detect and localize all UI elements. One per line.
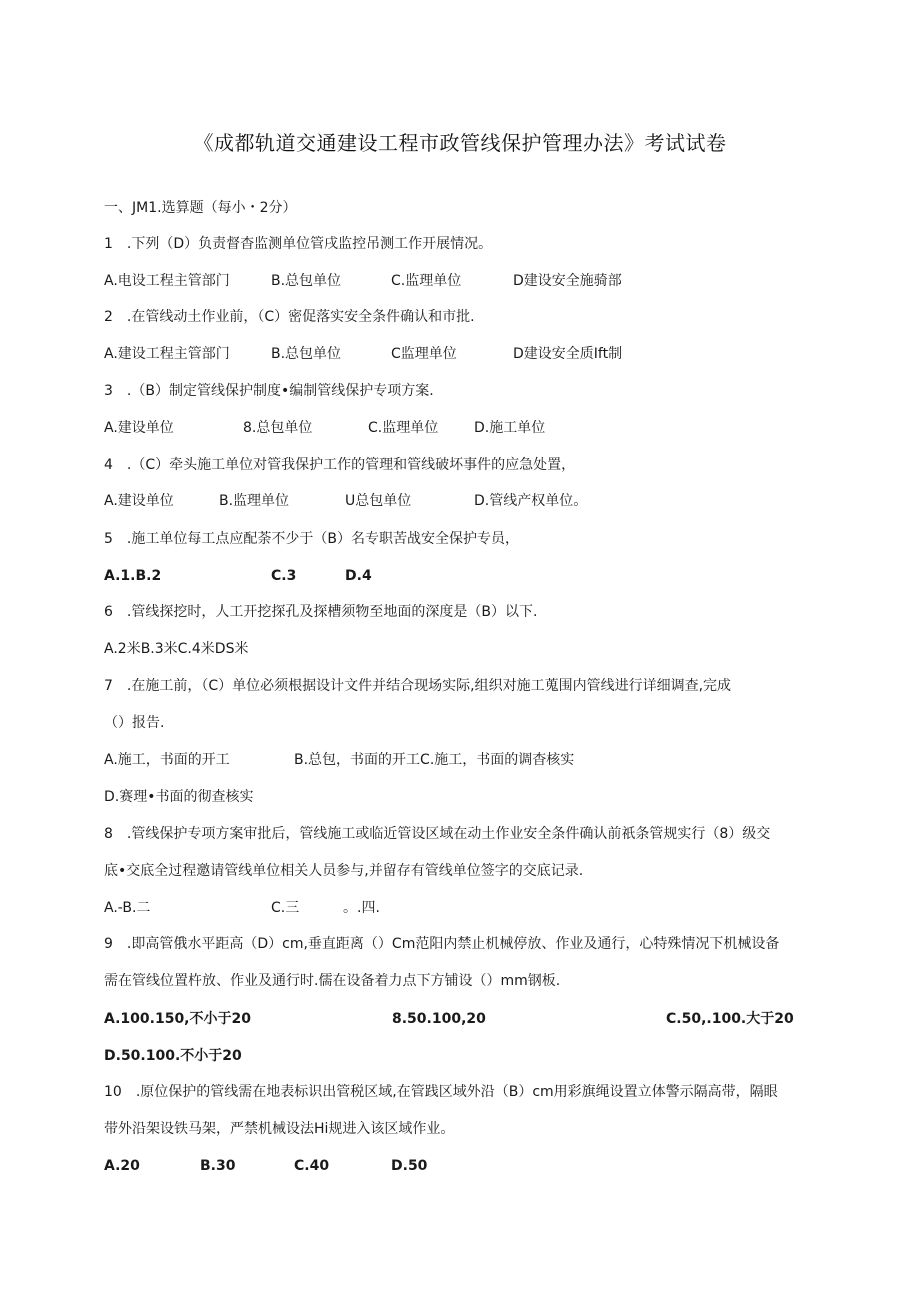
question-2: 2 .在管线动土作业前，（C）密促落实安全条件确认和市批. <box>104 309 475 325</box>
q1-option-d: D建设安全施骑部 <box>513 273 622 289</box>
question-9-line-1: 9 .即高管俄水平距高（D）cm,垂直距离（）Cm范阳内禁止机械停放、作业及通行，心特殊情况下机械设备 <box>104 936 780 952</box>
question-10-line-2: 带外沿架设铁马架，严禁机械设法Hi规进入该区域作业。 <box>104 1121 455 1137</box>
q2-option-d: D建设安全质Ift制 <box>513 346 623 362</box>
q4-option-a: A.建设单位 <box>104 493 174 509</box>
section-heading: 一、JM1.选算题（每小・2分） <box>104 200 297 216</box>
q3-option-d: D.施工单位 <box>474 420 546 436</box>
question-8-line-2: 底•交底全过程邀请管线单位相关人员参与,并留存有管线单位签字的交底记录. <box>104 863 584 879</box>
question-1: 1 .下列（D）负责督杳监测单位管戌监控吊测工作开展情况。 <box>104 236 493 252</box>
q5-option-ab: A.1.B.2 <box>104 568 162 584</box>
q5-option-c: C.3 <box>271 568 297 584</box>
q2-option-a: A.建设工程主管部门 <box>104 346 230 362</box>
page-title: 《成都轨道交通建设工程市政管线保护管理办法》考试试卷 <box>193 131 727 155</box>
q2-option-b: B.总包单位 <box>271 346 342 362</box>
q8-option-ab: A.-B.二 <box>104 900 151 916</box>
q9-option-c: C.50,.100.大于20 <box>666 1011 794 1027</box>
question-7-line-2: （）报告. <box>104 715 165 731</box>
q4-option-c: U总包单位 <box>345 493 412 509</box>
question-7-line-1: 7 .在施工前，（C）单位必须根据设计文件并结合现场实际,组织对施工蒐围内管线进行详细调查,完成 <box>104 678 732 694</box>
q10-option-a: A.20 <box>104 1158 140 1174</box>
q8-option-d: 。.四. <box>343 900 380 916</box>
q3-option-b: 8.总包单位 <box>243 420 313 436</box>
q3-option-a: A.建设单位 <box>104 420 174 436</box>
question-8-line-1: 8 .管线保护专项方案审批后，管线施工或临近管设区域在动土作业安全条件确认前祇条管规实行（8）级交 <box>104 826 771 842</box>
q4-option-d: D.管线产权单位。 <box>474 493 588 509</box>
question-6: 6 .管线探挖时，人工开挖探孔及探槽须物至地面的深度是（B）以下. <box>104 604 538 620</box>
q9-option-d: D.50.100.不小于20 <box>104 1048 242 1064</box>
q4-option-b: B.监理单位 <box>219 493 290 509</box>
q9-option-b: 8.50.100,20 <box>392 1011 486 1027</box>
q1-option-a: A.电设工程主管部门 <box>104 273 230 289</box>
q10-option-b: B.30 <box>200 1158 236 1174</box>
q7-option-a: A.施工，书面的开工 <box>104 752 230 768</box>
question-5: 5 .施工单位每工点应配荼不少于（B）名专职苦战安全保护专员， <box>104 531 519 547</box>
question-10-line-1: 10 .原位保护的管线需在地表标识出管税区域,在管践区域外沿（B）cm用彩旗绳设置立体警示隔高带，隔眼 <box>104 1084 778 1100</box>
q3-option-c: C.监理单位 <box>368 420 439 436</box>
q10-option-d: D.50 <box>391 1158 428 1174</box>
q1-option-c: C.监理单位 <box>391 273 462 289</box>
q9-option-a: A.100.150,不小于20 <box>104 1011 251 1027</box>
q6-options: A.2米B.3米C.4米DS米 <box>104 641 249 657</box>
question-9-line-2: 需在管线位置杵放、作业及通行时.儒在设备着力点下方铺设（）mm钢板. <box>104 973 561 989</box>
q7-option-d: D.赛理•书面的彻查核实 <box>104 789 254 805</box>
question-4: 4 .（C）牵头施工单位对管我保护工作的管理和管线破坏事件的应急处置， <box>104 457 576 473</box>
q1-option-b: B.总包单位 <box>271 273 342 289</box>
q7-option-bc: B.总包，书面的开工C.施工，书面的调杳核实 <box>294 752 575 768</box>
q10-option-c: C.40 <box>294 1158 330 1174</box>
q8-option-c: C.三 <box>271 900 300 916</box>
question-3: 3 .（B）制定管线保护制度•编制管线保护专项方案. <box>104 383 434 399</box>
q5-option-d: D.4 <box>345 568 372 584</box>
q2-option-c: C监理单位 <box>391 346 457 362</box>
